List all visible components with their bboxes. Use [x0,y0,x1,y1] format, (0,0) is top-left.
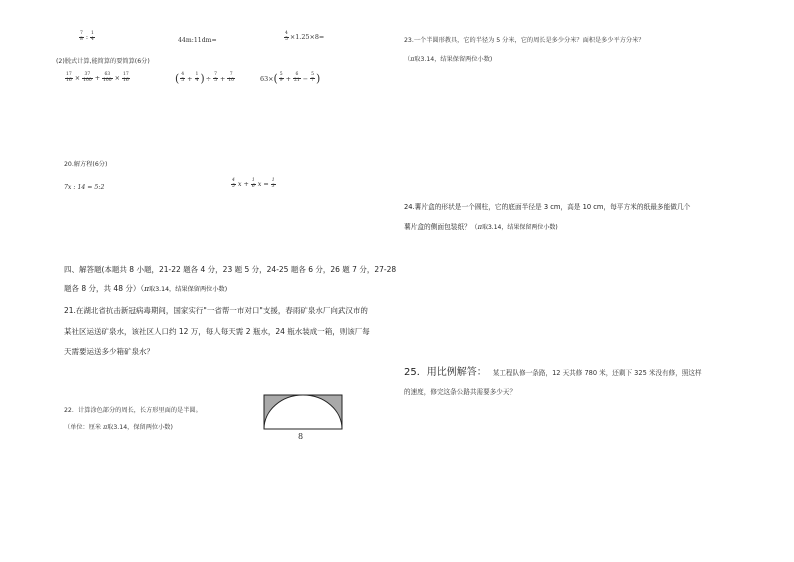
q2-expression-2 [175,72,236,85]
q2-expression-1 [64,73,131,83]
q24-line-1: 24.薯片盒的形状是一个圆柱，它的底面半径是 3 cm，高是 10 cm，每平方米的纸最多能做几个 [404,203,691,211]
operator: + [94,74,101,83]
fraction [102,73,113,83]
figure-width-label: 8 [298,432,304,441]
numerator: 1 [91,31,94,36]
section4-line-1: 四、解答题(本题共 8 小题，21-22 题各 4 分，23 题 5 分，24-25 题各 6 分，26 题 7 分，27-28 [64,265,397,274]
q20-equation-1: 7x : 14 = 5:2 [64,184,105,191]
q22-line-1: 22．计算涂色部分的周长，长方形里面的是半圆。 [64,407,202,414]
numerator: 17 [123,72,129,77]
denominator: 5 [214,78,217,83]
ratio-expression-2: 44m:11dm= [178,37,217,44]
q22-line-2-post: 取3.14，保留两位小数) [107,424,173,431]
pi-symbol: π [144,284,150,293]
fraction [90,32,95,42]
numerator: 63 [102,73,113,79]
denominator: 21 [294,78,300,83]
ratio-expression-3 [283,32,324,42]
numerator: 4 [285,31,288,36]
operator: × [114,74,120,83]
left-paren: ( [175,72,180,85]
q25-line-2: 的速度，修完这条公路共需要多少天？ [404,388,517,396]
denominator: 16 [123,77,129,83]
q23-line-2-pre: （ [404,56,411,63]
denominator: 5 [285,36,288,42]
fraction [227,73,235,83]
denominator: 100 [103,77,112,83]
q25-line-1 [404,368,702,378]
denominator: 7 [311,78,314,83]
denominator: 4 [195,78,199,83]
denominator: 10 [228,78,235,83]
rectangle-semicircle-figure [262,393,346,439]
operator: + [219,74,226,83]
numerator: 7 [80,31,83,36]
numerator: 1 [251,178,255,183]
numerator: 7 [214,72,217,78]
right-paren: ) [200,72,205,85]
fraction [279,73,284,83]
q25-label: 25．用比例解答： [404,367,487,378]
q22-line-2 [64,425,173,431]
numerator: 5 [311,72,314,78]
denominator: 4 [91,36,94,42]
fraction [213,73,218,83]
section4-line-2 [64,285,227,293]
pi-symbol: π [410,56,415,63]
q21-line-2: 某社区运送矿泉水，该社区人口约 12 万，每人每天需 2 瓶水，24 瓶水装成一箱，则该厂每 [64,327,370,336]
q2-expression-3 [260,72,320,85]
operator: − [302,74,309,83]
fraction [271,179,276,189]
numerator: 7 [227,73,235,79]
denominator: 6 [251,183,255,189]
q20-heading: 20.解方程(6分) [64,161,108,168]
q23-line-2-post: 取3.14，结果保留两位小数) [414,56,493,63]
numerator: 6 [293,73,301,79]
q2-heading: (2)脱式计算,能简算的要简算(6分) [56,58,150,65]
q25-line-1-text: 某工程队修一条路，12 天共修 780 米，还剩下 325 米没有修，照这样 [492,369,702,377]
fraction [180,73,185,83]
denominator: 8 [80,36,83,42]
operator: + [187,74,193,83]
section4-line-2-tail: 取3.14，结果保留两位小数) [149,286,228,293]
denominator: 100 [83,77,92,83]
fraction [122,73,130,83]
operator: × [74,74,81,83]
denominator: 5 [232,183,235,189]
expression-rest: ×1.25×8= [289,33,325,42]
numerator: 4 [181,72,185,78]
numerator: 37 [82,73,93,79]
fraction [79,32,84,42]
denominator: 3 [271,183,275,189]
expression-lead: 63× [260,74,274,83]
numerator: 17 [66,72,72,77]
q20-equation-2 [230,179,277,189]
numerator: 1 [195,72,199,78]
left-paren: ( [273,72,278,85]
numerator: 5 [279,72,283,78]
ratio-expression-1 [78,32,96,42]
fraction [284,32,289,42]
q24-line-2 [404,224,558,231]
variable-term: x + [237,180,249,189]
section4-line-2-text: 题各 8 分，共 48 分）（ [64,284,145,293]
numerator: 1 [271,178,275,183]
pi-symbol: π [103,424,108,431]
operator: + [285,74,292,83]
fraction [231,179,236,189]
denominator: 16 [66,77,72,83]
fraction [65,73,73,83]
fraction [310,73,315,83]
denominator: 9 [279,78,283,83]
q23-line-1: 23.一个半圆形教具，它的半径为 5 分米，它的周长是多少分米？面积是多少平方分米？ [404,37,645,44]
pi-symbol: π [477,223,482,231]
q23-line-2 [404,57,492,63]
numerator: 4 [232,178,235,183]
fraction [251,179,256,189]
denominator: 5 [181,78,185,83]
fraction [82,73,93,83]
q21-line-1: 21.在湖北省抗击新冠病毒期间，国家实行"一省帮一市对口"支援，春雨矿泉水厂向武汉市的 [64,306,368,315]
q24-line-2-pre: 薯片盒的侧面包装纸？（ [404,223,478,231]
q21-line-3: 天需要运送多少箱矿泉水？ [64,347,154,356]
right-paren: ) [316,72,321,85]
fraction [195,73,200,83]
q24-line-2-post: 取3.14，结果保留两位小数) [481,224,558,231]
variable-term: x = [257,180,269,189]
fraction [293,73,301,83]
ratio-sign: : [85,33,89,42]
operator: ÷ [205,74,212,83]
q22-line-2-pre: （单位：厘米 [64,424,104,431]
